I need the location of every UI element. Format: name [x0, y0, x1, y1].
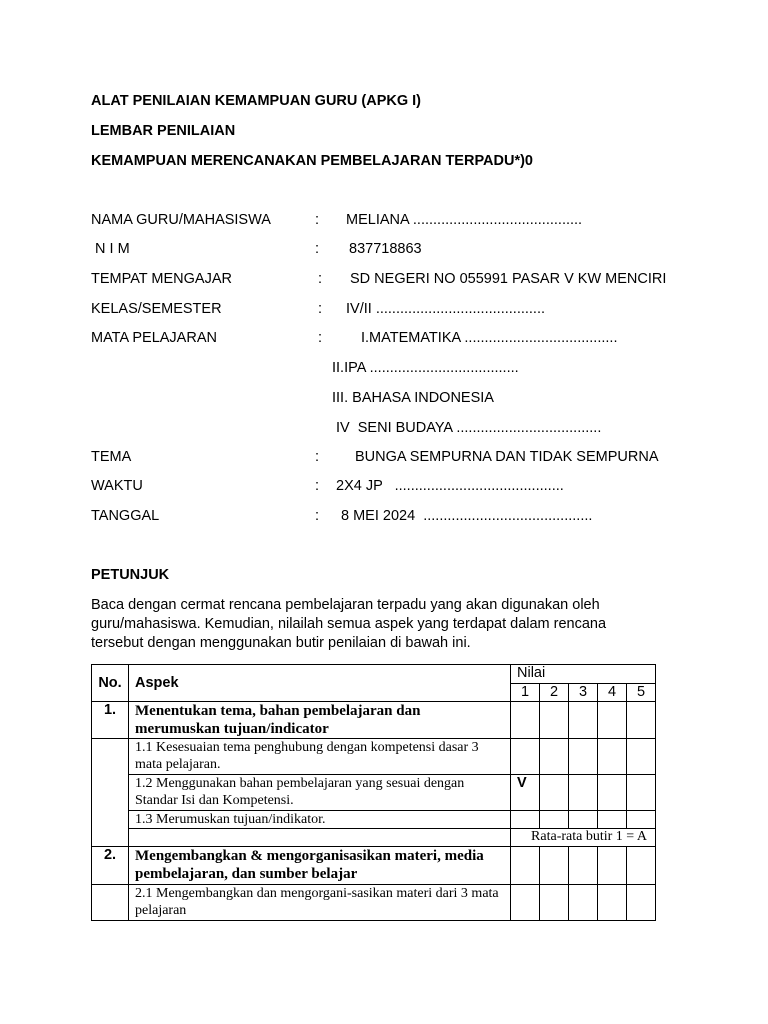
table-row [92, 811, 656, 829]
score-cell[interactable] [540, 811, 569, 829]
mapel-seni-budaya: IV SENI BUDAYA .................................... [336, 420, 602, 436]
mapel-colon: : [318, 330, 323, 346]
table-row [92, 739, 656, 775]
score-cell[interactable] [540, 739, 569, 775]
checkmark-v[interactable]: V [511, 775, 540, 811]
nama-value: MELIANA .......................................... [346, 212, 583, 228]
tempat-label: TEMPAT MENGAJAR [91, 271, 232, 287]
petunjuk-heading: PETUNJUK [91, 567, 170, 583]
table-header-row [92, 665, 656, 684]
item-1-1: 1.1 Kesesuaian tema penghubung dengan kompetensi dasar 3 mata pelajaran. [129, 739, 511, 775]
nim-label: N I M [91, 241, 130, 257]
mapel-ipa: II.IPA ..................................... [332, 360, 519, 376]
empty-no-cell [92, 885, 129, 921]
tanggal-colon: : [315, 508, 320, 524]
section-1-title: Menentukan tema, bahan pembelajaran dan merumuskan tujuan/indicator [129, 702, 511, 739]
petunjuk-line: guru/mahasiswa. Kemudian, nilailah semua aspek yang terdapat dalam rencana [91, 616, 607, 632]
score-cell[interactable] [511, 702, 540, 739]
score-cell[interactable] [598, 885, 627, 921]
kelas-colon: : [318, 301, 323, 317]
score-cell[interactable] [540, 885, 569, 921]
table-row [92, 775, 656, 811]
score-cell[interactable] [627, 885, 656, 921]
score-5-header: 5 [627, 684, 656, 702]
waktu-label: WAKTU [91, 478, 143, 494]
section-2-title: Mengembangkan & mengorganisasikan materi, media pembelajaran, dan sumber belajar [129, 847, 511, 885]
tanggal-label: TANGGAL [91, 508, 160, 524]
score-cell[interactable] [540, 702, 569, 739]
score-3-header: 3 [569, 684, 598, 702]
score-cell[interactable] [598, 775, 627, 811]
score-cell[interactable] [627, 702, 656, 739]
kelas-label: KELAS/SEMESTER [91, 301, 222, 317]
tempat-colon: : [318, 271, 323, 287]
score-cell[interactable] [598, 702, 627, 739]
score-cell[interactable] [627, 775, 656, 811]
tanggal-value: 8 MEI 2024 .......................................... [341, 508, 593, 524]
section-1-number: 1. [92, 702, 129, 739]
score-cell[interactable] [540, 775, 569, 811]
mapel-label: MATA PELAJARAN [91, 330, 217, 346]
empty-aspek-cell [129, 829, 511, 847]
item-1-3: 1.3 Merumuskan tujuan/indikator. [129, 811, 511, 829]
table-row [92, 885, 656, 921]
score-cell[interactable] [598, 847, 627, 885]
col-nilai-header: Nilai [511, 665, 656, 684]
score-cell[interactable] [569, 775, 598, 811]
tempat-value: SD NEGERI NO 055991 PASAR V KW MENCIRI [350, 271, 667, 287]
score-2-header: 2 [540, 684, 569, 702]
score-cell[interactable] [627, 739, 656, 775]
table-row [92, 829, 656, 847]
mapel-matematika: I.MATEMATIKA ...................................... [361, 330, 618, 346]
score-4-header: 4 [598, 684, 627, 702]
nama-colon: : [315, 212, 320, 228]
item-2-1: 2.1 Mengembangkan dan mengorgani-sasikan materi dari 3 mata pelajaran [129, 885, 511, 921]
score-cell[interactable] [511, 811, 540, 829]
score-cell[interactable] [511, 739, 540, 775]
col-aspek-header: Aspek [129, 665, 511, 702]
section-2-number: 2. [92, 847, 129, 885]
waktu-colon: : [315, 478, 320, 494]
empty-no-cell [92, 739, 129, 847]
score-cell[interactable] [569, 847, 598, 885]
score-cell[interactable] [598, 739, 627, 775]
score-cell[interactable] [569, 702, 598, 739]
title-lembar: LEMBAR PENILAIAN [91, 123, 236, 139]
col-no-header: No. [92, 665, 129, 702]
petunjuk-paragraph [91, 596, 651, 653]
score-cell[interactable] [627, 811, 656, 829]
score-cell[interactable] [540, 847, 569, 885]
tema-value: BUNGA SEMPURNA DAN TIDAK SEMPURNA [355, 449, 659, 465]
rata-rata-butir-1: Rata-rata butir 1 = A [511, 829, 656, 847]
nama-label: NAMA GURU/MAHASISWA [91, 212, 271, 228]
table-row [92, 847, 656, 885]
score-cell[interactable] [627, 847, 656, 885]
score-cell[interactable] [569, 811, 598, 829]
item-1-2: 1.2 Menggunakan bahan pembelajaran yang sesuai dengan Standar Isi dan Kompetensi. [129, 775, 511, 811]
tema-colon: : [315, 449, 320, 465]
score-cell[interactable] [598, 811, 627, 829]
score-cell[interactable] [511, 847, 540, 885]
nim-value: 837718863 [349, 241, 422, 257]
title-apkg: ALAT PENILAIAN KEMAMPUAN GURU (APKG I) [91, 93, 421, 109]
score-1-header: 1 [511, 684, 540, 702]
petunjuk-line: Baca dengan cermat rencana pembelajaran terpadu yang akan digunakan oleh [91, 597, 600, 613]
table-row [92, 702, 656, 739]
title-kemampuan: KEMAMPUAN MERENCANAKAN PEMBELAJARAN TERPADU*)0 [91, 153, 533, 169]
score-cell[interactable] [569, 739, 598, 775]
score-cell[interactable] [569, 885, 598, 921]
nim-colon: : [315, 241, 320, 257]
tema-label: TEMA [91, 449, 132, 465]
waktu-value: 2X4 JP .......................................... [336, 478, 564, 494]
kelas-value: IV/II .......................................... [346, 301, 546, 317]
petunjuk-line: tersebut dengan menggunakan butir penilaian di bawah ini. [91, 635, 471, 651]
assessment-table [91, 664, 656, 921]
score-cell[interactable] [511, 885, 540, 921]
mapel-bahasa-indonesia: III. BAHASA INDONESIA [332, 390, 494, 406]
